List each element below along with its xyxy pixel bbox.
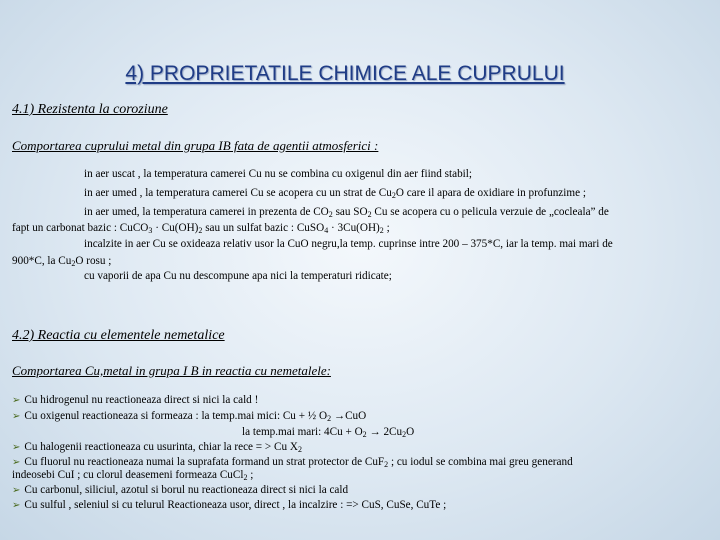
section1-subheading: Comportarea cuprului metal din grupa IB fata de agentii atmosferici : [12, 138, 379, 153]
section1-heading: 4.1) Rezistenta la coroziune [12, 102, 168, 117]
list-item: ➢ Cu hidrogenul nu reactioneaza direct si nici la cald ! [12, 394, 259, 406]
text-line: incalzite in aer Cu se oxideaza relativ usor la CuO negru,la temp. cuprinse intre 200 – 375*C, iar la temp. mai mari de [84, 238, 613, 250]
arrow-bullet-icon: ➢ [12, 457, 21, 468]
list-item: ➢ Cu oxigenul reactioneaza si formeaza : la temp.mai mici: Cu + ½ $O_2 \to CuO$ [12, 410, 367, 423]
arrow-bullet-icon: ➢ [12, 411, 21, 422]
text-line: fapt un carbonat bazic : CuCO$_3$ · $Cu(OH)_2$ sau un sulfat bazic : CuSO$_4$ · $3Cu(OH)_2$ ; [12, 222, 390, 235]
text-line: in aer umed, la temperatura camerei in prezenta de $CO_2$ sau $SO_2$ Cu se acopera cu o pelicula verzuie de „cocleala” de [84, 206, 609, 219]
section2-heading: 4.2) Reactia cu elementele nemetalice [12, 328, 225, 343]
list-item: ➢ Cu carbonul, siliciul, azotul si borul nu reactioneaza direct si nici la cald [12, 484, 349, 496]
text-line: in aer uscat , la temperatura camerei Cu nu se combina cu oxigenul din aer fiind stabil; [84, 168, 473, 180]
text-line: 900*C, la $Cu_2O$ rosu ; [12, 255, 112, 268]
text-line: la temp.mai mari: $4Cu + O_2 \to 2Cu_2O$ [242, 426, 415, 439]
text-line: indeosebi CuI ; cu clorul deasemeni formeaza CuCl$_2$ ; [12, 469, 254, 482]
list-item: ➢ Cu sulful , seleniul si cu telurul Reactioneaza usor, direct , la incalzire : => CuS, CuSe, CuTe ; [12, 499, 447, 511]
section2-subheading: Comportarea Cu,metal in grupa I B in reactia cu nemetalele: [12, 363, 331, 378]
arrow-bullet-icon: ➢ [12, 442, 21, 453]
arrow-bullet-icon: ➢ [12, 485, 21, 496]
text-line: cu vaporii de apa Cu nu descompune apa nici la temperaturi ridicate; [84, 270, 392, 282]
page-title: 4) PROPRIETATILE CHIMICE ALE CUPRULUI [125, 62, 565, 85]
list-item: ➢ Cu halogenii reactioneaza cu usurinta, chiar la rece = > Cu $X_2$ [12, 441, 302, 454]
text-line: in aer umed , la temperatura camerei Cu se acopera cu un strat de $Cu_2O$ care il apara de oxidiare in profunzime ; [84, 187, 586, 200]
list-item: ➢ Cu fluorul nu reactioneaza numai la suprafata formand un strat protector de CuF$_2$ ; cu iodul se combina mai greu generand [12, 456, 573, 469]
arrow-bullet-icon: ➢ [12, 395, 21, 406]
arrow-bullet-icon: ➢ [12, 500, 21, 511]
